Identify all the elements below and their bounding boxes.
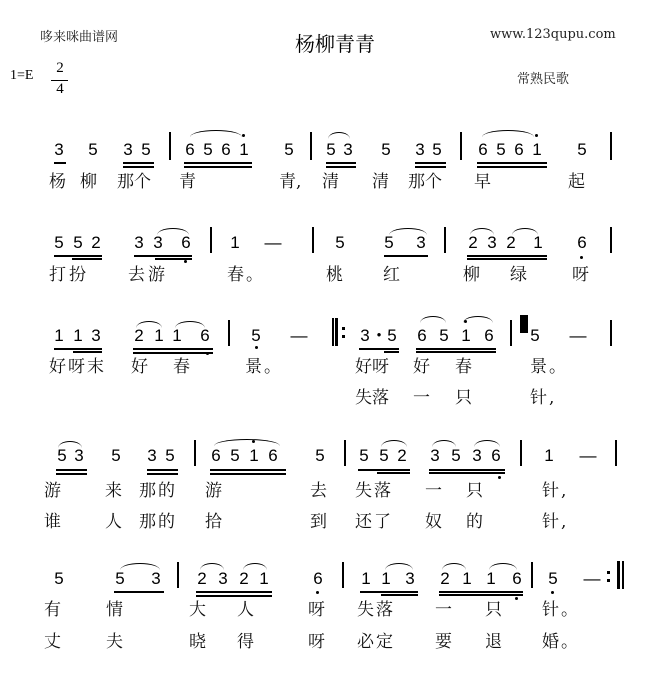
attribution: 常熟民歌: [517, 72, 570, 87]
note: 5: [230, 446, 240, 465]
dash: —: [569, 326, 587, 345]
underline: [210, 473, 286, 475]
note: 3: [415, 140, 425, 159]
lyric: 柳: [80, 172, 97, 192]
lyric: 人: [237, 600, 254, 620]
lyric: 游: [205, 481, 222, 501]
barline: [610, 132, 612, 160]
underline: [415, 166, 446, 168]
note: 5: [115, 569, 125, 588]
lyric: 早: [474, 172, 491, 192]
note: 1: [462, 569, 472, 588]
note: 5: [111, 446, 121, 465]
lyric: 只: [466, 481, 483, 501]
lyric: 青: [179, 172, 196, 192]
slur: [385, 563, 413, 570]
high-octave-dot: [242, 134, 245, 137]
lyric: 那个: [117, 172, 151, 192]
underline: [416, 351, 496, 353]
note: 5: [165, 446, 175, 465]
note: 2: [506, 233, 516, 252]
lyric: 那的: [139, 512, 177, 532]
slur: [328, 132, 350, 139]
barline: [210, 227, 212, 253]
note: 5: [432, 140, 442, 159]
slur: [58, 441, 82, 448]
lyric: 拾: [205, 512, 222, 532]
lyric: 一: [413, 388, 430, 408]
barline: [460, 132, 462, 160]
underline: [359, 348, 399, 350]
lyric: 只: [485, 600, 502, 620]
note: 5: [315, 446, 325, 465]
underline: [184, 162, 252, 164]
note: 5: [57, 446, 67, 465]
site-name: 哆来咪曲谱网: [40, 30, 119, 45]
note: 6: [181, 233, 191, 252]
lyric: 好: [131, 357, 148, 377]
lyric: 好: [413, 357, 430, 377]
repeat-start-thin: [332, 318, 334, 346]
lyric: 春: [173, 357, 190, 377]
note: 1: [533, 233, 543, 252]
note: 5: [577, 140, 587, 159]
lyric: 呀: [308, 600, 325, 620]
lyric: 柳: [463, 265, 480, 285]
note: 6: [185, 140, 195, 159]
slur: [389, 228, 427, 235]
underline: [54, 255, 102, 257]
underline: [477, 166, 547, 168]
underline: [477, 162, 547, 164]
lyric: 大: [189, 600, 206, 620]
note: 3: [151, 569, 161, 588]
note: 3: [153, 233, 163, 252]
underline: [326, 166, 356, 168]
underline: [467, 255, 547, 257]
dash: —: [583, 569, 601, 588]
low-octave-dot: [515, 597, 518, 600]
note: 1: [259, 569, 269, 588]
slur: [214, 439, 280, 446]
underline: [56, 469, 87, 471]
repeat-end-thin: [622, 561, 624, 589]
lyric: 失落: [355, 388, 389, 408]
note: 6: [211, 446, 221, 465]
underline: [54, 348, 102, 350]
underline: [415, 162, 446, 164]
note: 2: [440, 569, 450, 588]
lyric: 去: [310, 481, 327, 501]
lyric: 红: [383, 265, 400, 285]
underline: [123, 166, 154, 168]
lyric: 一: [425, 481, 442, 501]
note: 1: [239, 140, 249, 159]
underline: [360, 591, 418, 593]
underline: [210, 469, 286, 471]
slur: [157, 228, 189, 235]
slur: [175, 321, 205, 328]
slur: [200, 563, 224, 570]
barline: [520, 440, 522, 466]
underline: [133, 352, 213, 354]
underline: [56, 473, 87, 475]
repeat-start-thick: [335, 318, 338, 346]
underline: [73, 351, 102, 353]
lyric: 去游: [128, 265, 168, 285]
note: 2: [239, 569, 249, 588]
note: 6: [512, 569, 522, 588]
segno-ending-marker-icon: [520, 315, 528, 333]
note: 3: [147, 446, 157, 465]
lyric: 情: [106, 600, 123, 620]
underline: [114, 591, 164, 593]
lyric: 游: [44, 481, 61, 501]
lyric: 失落: [357, 600, 395, 620]
underline: [384, 351, 399, 353]
note: 1: [54, 326, 64, 345]
lyric: 春: [455, 357, 472, 377]
note: 3: [74, 446, 84, 465]
note: 3: [123, 140, 133, 159]
underline: [429, 469, 505, 471]
note: 5: [251, 326, 261, 345]
augmentation-dot: •: [376, 327, 382, 342]
note: 1: [154, 326, 164, 345]
slur: [190, 130, 242, 137]
underline: [196, 595, 272, 597]
underline: [123, 162, 154, 164]
note: 3: [487, 233, 497, 252]
note: 1: [461, 326, 471, 345]
note: 3: [405, 569, 415, 588]
barline: [444, 227, 446, 253]
note: 1: [486, 569, 496, 588]
lyric: 到: [310, 512, 327, 532]
note: 1: [532, 140, 542, 159]
lyric: 的: [466, 512, 483, 532]
underline: [326, 162, 356, 164]
barline: [531, 562, 533, 588]
note: 1: [230, 233, 240, 252]
slur: [442, 563, 466, 570]
lyric: 还了: [355, 512, 393, 532]
note: 5: [439, 326, 449, 345]
note: 6: [514, 140, 524, 159]
high-octave-dot: [535, 134, 538, 137]
lyric: 失落: [355, 481, 393, 501]
lyric: 针,: [530, 388, 557, 408]
lyric: 针。: [542, 600, 580, 620]
low-octave-dot: [580, 256, 583, 259]
low-octave-dot: [498, 476, 501, 479]
underline: [467, 258, 547, 260]
underline: [184, 166, 252, 168]
barline: [510, 320, 512, 346]
lyric: 只: [455, 388, 472, 408]
lyric: 晓: [189, 632, 206, 652]
note: 1: [544, 446, 554, 465]
note: 3: [54, 140, 64, 159]
underline: [416, 348, 496, 350]
slur: [489, 563, 517, 570]
lyric: 人: [105, 512, 122, 532]
lyric: 谁: [44, 512, 61, 532]
slur: [474, 440, 500, 447]
underline: [72, 258, 102, 260]
note: 3: [343, 140, 353, 159]
repeat-dot: [342, 335, 345, 338]
note: 6: [484, 326, 494, 345]
lyric: 清: [372, 172, 389, 192]
note: 5: [530, 326, 540, 345]
low-octave-dot: [551, 591, 554, 594]
dash: —: [579, 446, 597, 465]
note: 6: [200, 326, 210, 345]
note: 2: [91, 233, 101, 252]
slur: [136, 321, 162, 328]
lyric: 要: [435, 632, 452, 652]
note: 3: [430, 446, 440, 465]
barline: [610, 320, 612, 346]
barline: [310, 132, 312, 160]
lyric: 好呀: [355, 357, 389, 377]
note: 5: [54, 569, 64, 588]
lyric: 桃: [326, 265, 343, 285]
lyric: 起: [568, 172, 585, 192]
lyric: 清: [322, 172, 339, 192]
note: 3: [134, 233, 144, 252]
note: 3: [218, 569, 228, 588]
note: 5: [548, 569, 558, 588]
barline: [610, 227, 612, 253]
note: 5: [203, 140, 213, 159]
lyric: 呀: [308, 632, 325, 652]
note: 5: [326, 140, 336, 159]
underline: [381, 594, 418, 596]
lyric: 丈: [44, 632, 61, 652]
note: 2: [197, 569, 207, 588]
note: 5: [496, 140, 506, 159]
lyric: 夫: [106, 632, 123, 652]
note: 6: [491, 446, 501, 465]
note: 5: [381, 140, 391, 159]
lyric: 针,: [542, 481, 569, 501]
lyric: 绿: [510, 265, 527, 285]
lyric: 打扮: [49, 265, 89, 285]
barline: [228, 320, 230, 346]
note: 5: [88, 140, 98, 159]
underline: [196, 591, 272, 593]
slur: [420, 316, 446, 323]
key-signature: 1=E: [10, 68, 34, 83]
lyric: 那个: [408, 172, 442, 192]
low-octave-dot: [184, 260, 187, 263]
underline: [147, 473, 178, 475]
note: 1: [73, 326, 83, 345]
slur: [463, 316, 493, 323]
barline: [342, 562, 344, 588]
barline: [194, 440, 196, 466]
note: 5: [73, 233, 83, 252]
lyric: 得: [237, 632, 254, 652]
low-octave-dot: [316, 591, 319, 594]
lyric: 来: [105, 481, 122, 501]
note: 1: [381, 569, 391, 588]
underline: [54, 162, 66, 164]
note: 3: [91, 326, 101, 345]
underline: [377, 472, 410, 474]
note: 3: [360, 326, 370, 345]
barline: [312, 227, 314, 253]
note: 5: [387, 326, 397, 345]
lyric: 必定: [357, 632, 395, 652]
slur: [381, 440, 407, 447]
lyric: 青,: [279, 172, 302, 192]
note: 2: [134, 326, 144, 345]
note: 6: [221, 140, 231, 159]
note: 1: [249, 446, 259, 465]
dash: —: [290, 326, 308, 345]
note: 1: [361, 569, 371, 588]
note: 5: [384, 233, 394, 252]
lyric: 有: [44, 600, 61, 620]
lyric: 婚。: [542, 632, 580, 652]
slur: [120, 563, 160, 570]
lyric: 一: [435, 600, 452, 620]
note: 5: [284, 140, 294, 159]
lyric: 针,: [542, 512, 569, 532]
slur: [512, 228, 538, 235]
underline: [358, 469, 410, 471]
song-title: 杨柳青青: [295, 32, 375, 56]
note: 6: [417, 326, 427, 345]
dash: —: [264, 233, 282, 252]
note: 6: [268, 446, 278, 465]
note: 5: [335, 233, 345, 252]
time-sig-bottom: 4: [56, 81, 64, 97]
underline: [384, 255, 428, 257]
lyric: 退: [485, 632, 502, 652]
lyric: 景。: [245, 357, 283, 377]
slur: [243, 563, 267, 570]
note: 5: [359, 446, 369, 465]
repeat-end-thick: [617, 561, 620, 589]
note: 5: [379, 446, 389, 465]
note: 5: [141, 140, 151, 159]
barline: [344, 440, 346, 466]
low-octave-dot: [255, 346, 258, 349]
slur: [470, 228, 494, 235]
lyric: 杨: [49, 172, 66, 192]
underline: [439, 591, 523, 593]
note: 2: [468, 233, 478, 252]
note: 6: [577, 233, 587, 252]
time-sig-top: 2: [56, 60, 64, 76]
note: 3: [416, 233, 426, 252]
note: 5: [451, 446, 461, 465]
lyric: 奴: [425, 512, 442, 532]
underline: [439, 594, 523, 596]
underline: [133, 348, 213, 350]
note: 6: [478, 140, 488, 159]
slur: [482, 130, 534, 137]
repeat-dot: [342, 327, 345, 330]
note: 6: [313, 569, 323, 588]
underline: [147, 469, 178, 471]
repeat-dot: [607, 571, 610, 574]
note: 3: [472, 446, 482, 465]
lyric: 春。: [227, 265, 265, 285]
underline: [429, 472, 505, 474]
slur: [432, 440, 456, 447]
lyric: 那的: [139, 481, 177, 501]
barline: [177, 562, 179, 588]
repeat-dot: [607, 579, 610, 582]
note: 1: [172, 326, 182, 345]
lyric: 景。: [530, 357, 568, 377]
note: 2: [397, 446, 407, 465]
site-url[interactable]: www.123qupu.com: [490, 27, 616, 42]
note: 5: [54, 233, 64, 252]
barline: [169, 132, 171, 160]
lyric: 呀: [572, 265, 589, 285]
low-octave-dot: [206, 352, 209, 355]
barline: [615, 440, 617, 466]
lyric: 好呀末: [49, 357, 106, 377]
underline: [134, 255, 192, 257]
